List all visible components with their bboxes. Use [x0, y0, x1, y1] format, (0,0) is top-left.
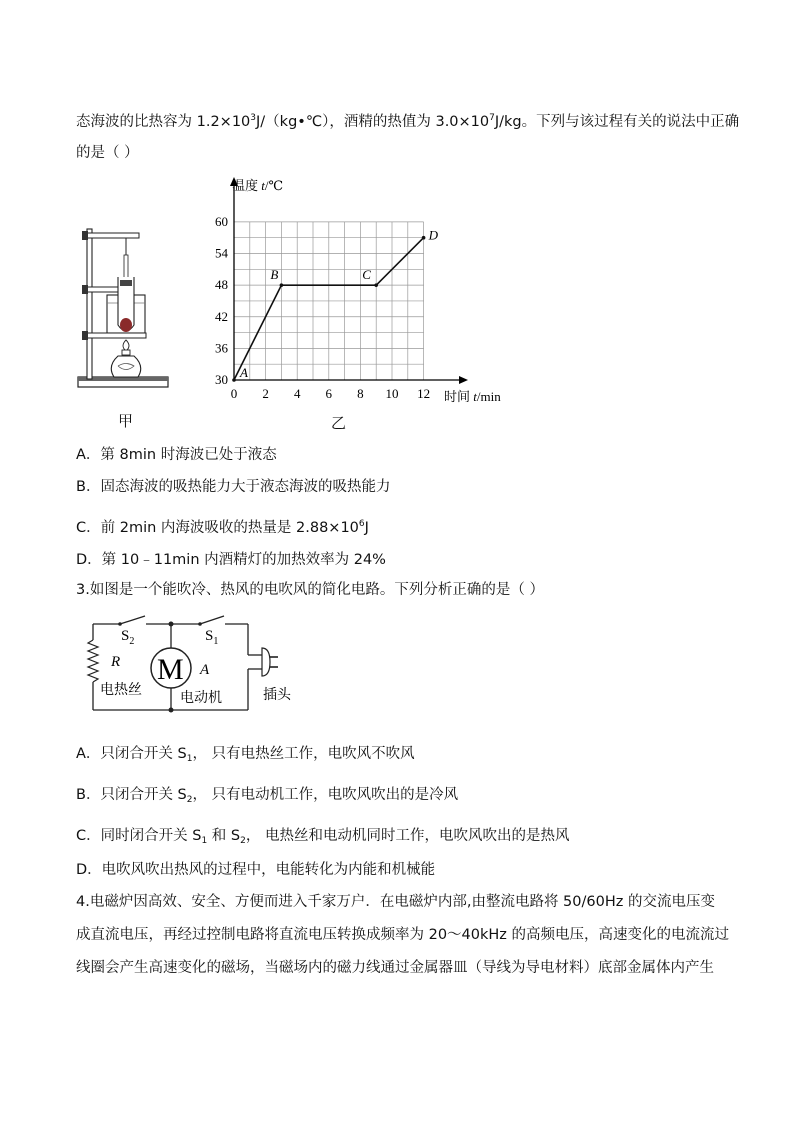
q4-line2: 成直流电压，再经过控制电路将直流电压转换成频率为 20～40kHz 的高频电压，高速变化的电流流过: [76, 927, 730, 943]
heater-label: 电热丝: [100, 683, 142, 698]
point-label: B: [270, 267, 279, 283]
heating-apparatus-figure: [74, 225, 174, 395]
motor-symbol: M: [157, 653, 184, 686]
q3-option-d: D．电吹风吹出热风的过程中，电能转化为内能和机械能: [76, 862, 436, 878]
q2-option-b: B．固态海波的吸热能力大于液态海波的吸热能力: [76, 479, 391, 495]
x-tick-label: 8: [357, 386, 364, 401]
a-label: A: [200, 662, 210, 678]
y-tick-label: 42: [215, 308, 228, 324]
switch-s1: [200, 616, 224, 624]
q3-option-b: B．只闭合开关 $S_2$， 只有电动机工作，电吹风吹出的是冷风: [76, 787, 459, 805]
y-tick-label: 48: [215, 277, 228, 293]
heater-resistor: [88, 640, 98, 682]
motor-label: 电动机: [180, 691, 222, 706]
x-tick-label: 4: [293, 386, 301, 401]
x-axis-label: 时间 t/min: [444, 389, 501, 404]
q3-option-c: C．同时闭合开关 $S_1$ 和 $S_2$， 电热丝和电动机同时工作，电吹风吹出的是热风: [76, 828, 570, 846]
q2-stem-line2: 的是（ ）: [76, 145, 139, 161]
switch-s2: [120, 616, 145, 624]
x-tick-label: 2: [262, 386, 269, 401]
hair-dryer-circuit: [80, 612, 305, 717]
figure-caption-jia: 甲: [118, 412, 134, 430]
q2-option-a: A．第 8min 时海波已处于液态: [76, 447, 277, 463]
q4-line3: 线圈会产生高速变化的磁场，当磁场内的磁力线通过金属器皿（导线为导电材料）底部金属体内产生: [76, 960, 714, 976]
point-label: A: [240, 365, 248, 380]
data-point: [374, 283, 378, 287]
q3-stem: 3.如图是一个能吹冷、热风的电吹风的简化电路。下列分析正确的是（ ）: [76, 582, 544, 598]
point-label: C: [362, 267, 371, 283]
plug-icon: [262, 648, 270, 676]
x-tick-label: 6: [325, 386, 333, 401]
x-axis-arrow: [459, 376, 468, 384]
temperature-time-chart: [206, 172, 526, 406]
s2-label: $S_2$: [121, 628, 135, 647]
y-tick-label: 54: [215, 245, 228, 261]
data-point: [280, 283, 284, 287]
x-tick-label: 10: [385, 386, 399, 401]
point-label: D: [428, 227, 438, 243]
data-point: [422, 236, 426, 240]
q2-option-d: D．第 10﹣11min 内酒精灯的加热效率为 24%: [76, 552, 386, 568]
x-tick-label: 0: [230, 386, 238, 401]
y-axis-label: 温度 t/℃: [232, 178, 284, 193]
q2-stem-line1: 态海波的比热容为 $1.2\times 10^3J/(kg•℃)$，酒精的热值为 $3.0\times 10^7J/kg$。下列与该过程有关的说法中正确: [76, 113, 740, 130]
r-label: R: [111, 654, 121, 670]
x-tick-label: 12: [417, 386, 431, 401]
figure-caption-yi: 乙: [331, 414, 347, 432]
q4-line1: 4.电磁炉因高效、安全、方便而进入千家万户．在电磁炉内部,由整流电路将 50/60Hz 的交流电压变: [76, 894, 715, 910]
y-tick-label: 60: [215, 213, 228, 229]
s1-label: $S_1$: [205, 628, 219, 647]
y-tick-label: 30: [215, 372, 228, 387]
data-point: [232, 378, 236, 382]
plug-label: 插头: [263, 688, 291, 703]
q3-option-a: A．只闭合开关 $S_1$， 只有电热丝工作，电吹风不吹风: [76, 746, 415, 764]
q2-option-c: C．前 2min 内海波吸收的热量是 $2.88\times 10^6J$: [76, 519, 369, 536]
y-tick-label: 36: [215, 340, 228, 356]
